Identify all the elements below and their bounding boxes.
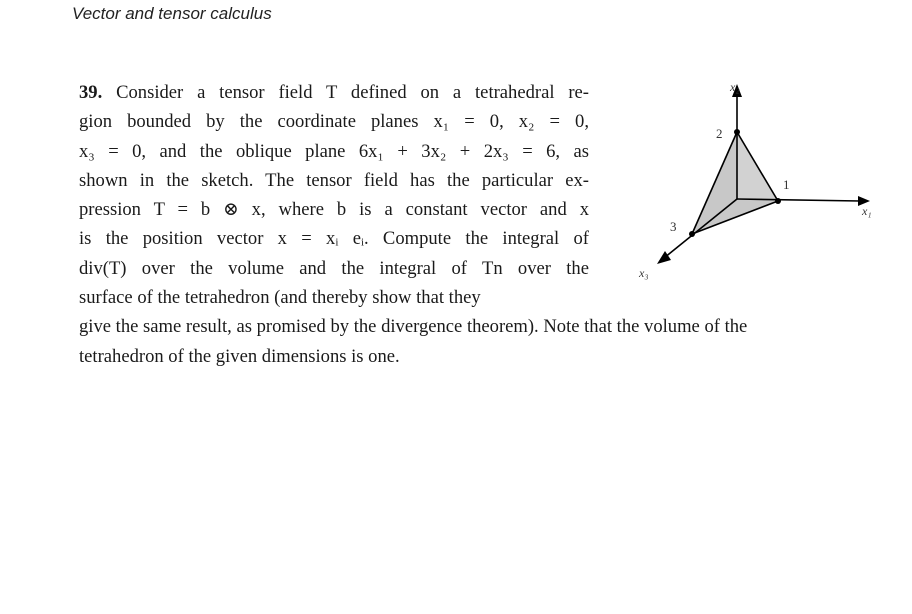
problem-number: 39. xyxy=(79,82,103,103)
axis-x3-label: x₃ xyxy=(639,266,649,280)
intercept-x2-label: 2 xyxy=(716,126,723,141)
tetrahedron-sketch xyxy=(630,74,890,289)
axis-x3-arrowhead xyxy=(657,251,671,264)
axis-x2-label: x₂ xyxy=(730,80,740,94)
problem-text-line-7: div(T) over the volume and the integral of Tn over the xyxy=(79,257,589,279)
problem-text-line-6: is the position vector x = xᵢ eᵢ. Compute the integral of xyxy=(79,228,589,250)
problem-line-1 xyxy=(79,78,589,107)
intercept-x2-dot xyxy=(734,129,740,135)
tetrahedron-svg xyxy=(630,74,890,289)
intercept-x1-label: 1 xyxy=(783,177,790,192)
page-header-title: Vector and tensor calculus xyxy=(72,4,272,23)
problem-text-line-9: give the same result, as promised by the divergence theorem). Note that the volume of the xyxy=(79,316,748,338)
axis-x1-label: x₁ xyxy=(862,204,872,218)
intercept-x3-dot xyxy=(689,231,695,237)
problem-text-line-1: Consider a tensor field T defined on a tetrahedral re- xyxy=(102,82,589,103)
problem-text-line-3: x₃ = 0, and the oblique plane 6x₁ + 3x₂ + 2x₃ = 6, as xyxy=(79,140,589,162)
problem-text-line-10: tetrahedron of the given dimensions is one. xyxy=(79,345,400,367)
intercept-x1-dot xyxy=(775,198,781,204)
problem-text-line-4: shown in the sketch. The tensor field has the particular ex- xyxy=(79,169,589,191)
problem-text-line-2: gion bounded by the coordinate planes x₁ = 0, x₂ = 0, xyxy=(79,111,589,133)
problem-text-line-8: surface of the tetrahedron (and thereby show that they xyxy=(79,287,481,309)
problem-text-line-5: pression T = b ⊗ x, where b is a constant vector and x xyxy=(79,199,589,221)
intercept-x3-label: 3 xyxy=(670,219,677,234)
